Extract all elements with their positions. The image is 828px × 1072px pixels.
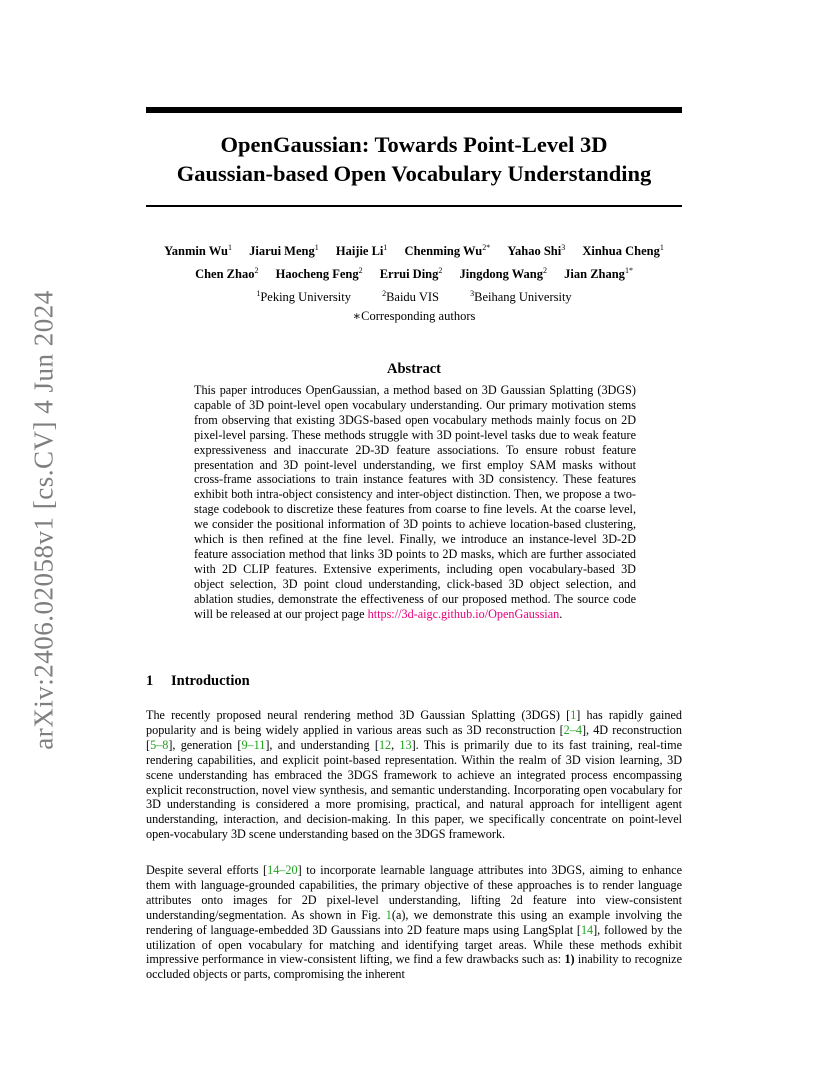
project-page-link[interactable]: https://3d-aigc.github.io/OpenGaussian bbox=[367, 606, 560, 621]
section-heading-introduction bbox=[146, 673, 250, 690]
paragraph-text: inability to recognize occluded objects or parts, compromising the inherent bbox=[146, 952, 682, 982]
title-top-rule bbox=[146, 107, 682, 113]
paragraph-text: (a), we demonstrate this using an example involving the rendering of language-embedded 3D Gaussians into 2D feature maps using LangSplat [ bbox=[146, 907, 682, 937]
figure-reference-link[interactable]: 1 bbox=[385, 907, 392, 922]
paragraph-text: ] has rapidly gained popularity and is being widely applied in various areas such as 3D reconstruction [ bbox=[146, 708, 683, 737]
citation-link[interactable]: 2–4 bbox=[563, 722, 582, 737]
paragraph-text: Despite several efforts [ bbox=[146, 863, 268, 877]
author: Jiarui Meng$^1$ bbox=[249, 243, 319, 258]
title-line-2: Gaussian-based Open Vocabulary Understanding bbox=[176, 161, 652, 186]
affiliation: $^3$Beihang University bbox=[470, 289, 572, 304]
author: Errui Ding$^2$ bbox=[379, 266, 443, 281]
author-line-1 bbox=[146, 243, 682, 259]
paper-title bbox=[146, 130, 682, 188]
arxiv-identifier-stamp: arXiv:2406.02058v1 [cs.CV] 4 Jun 2024 bbox=[28, 290, 59, 750]
affiliations bbox=[146, 289, 682, 305]
corresponding-authors-note: ∗Corresponding authors bbox=[352, 309, 476, 323]
citation-link[interactable]: 12 bbox=[378, 737, 392, 752]
intro-paragraph-1 bbox=[146, 708, 682, 842]
paragraph-text: ], 4D reconstruction [ bbox=[146, 722, 682, 752]
list-marker: 1) bbox=[564, 952, 575, 967]
author: Jian Zhang$^{1*}$ bbox=[564, 266, 633, 281]
abstract-text: This paper introduces OpenGaussian, a method based on 3D Gaussian Splatting (3DGS) capable of 3D point-level open vocabulary understanding. Our primary motivation stems from observing that existing 3DGS-based open vocabulary methods mainly focus on 2D pixel-level parsing. These methods struggle with 3D point-level tasks due to weak feature expressiveness and inaccurate 2D-3D feature associations. To ensure robust feature presentation and 3D point-level understanding, we first employ SAM masks without cross-frame associations to train instance features with 3D consistency. These features exhibit both intra-object consistency and inter-object distinction. Then, we propose a two-stage codebook to discretize these features from coarse to fine levels. At the coarse level, we consider the positional information of 3D points to achieve location-based clustering, which is then refined at the fine level. Finally, we introduce an instance-level 3D-2D feature association method that links 3D points to 2D masks, which are further associated with 2D CLIP features. Extensive experiments, including open vocabulary-based 3D object selection, 3D point cloud understanding, click-based 3D object selection, and ablation studies, demonstrate the effectiveness of our proposed method. The source code will be released at our project page bbox=[194, 383, 636, 621]
citation-link[interactable]: 9–11 bbox=[241, 737, 266, 752]
author-line-2 bbox=[146, 266, 682, 282]
section-title: Introduction bbox=[171, 673, 250, 689]
paragraph-text: ], generation [ bbox=[168, 737, 242, 752]
citation-link[interactable]: 5–8 bbox=[150, 737, 169, 752]
abstract-body bbox=[194, 383, 636, 622]
section-number: 1 bbox=[146, 673, 154, 689]
author: Xinhua Cheng$^1$ bbox=[582, 243, 664, 258]
title-line-1: OpenGaussian: Towards Point-Level 3D bbox=[220, 132, 608, 157]
paragraph-text: ] to incorporate learnable language attributes into 3DGS, aiming to enhance them with language-grounded capabilities, the primary objective of these approaches is to render language attributes onto images for 2D pixel-level understanding, lifting 2d feature into view-consistent understanding/segmentation. As shown in Fig. bbox=[146, 863, 682, 922]
author: Yanmin Wu$^1$ bbox=[164, 243, 232, 258]
paragraph-text: ]. This is primarily due to its fast training, real-time rendering capabilities, and explicit point-based representation. Within the realm of 3D vision learning, 3D scene understanding has embraced the 3DGS framework to achieve an integrated process encompassing explicit reconstruction, novel view synthesis, and semantic understanding. Incorporating open vocabulary for 3D understanding is considered a more promising, practical, and natural approach for intelligent agent understanding, interaction, and decision-making. In this paper, we specifically concentrate on point-level open-vocabulary 3D scene understanding based on the 3DGS framework. bbox=[146, 737, 682, 842]
paragraph-text: The recently proposed neural rendering method 3D Gaussian Splatting (3DGS) [ bbox=[146, 708, 571, 722]
citation-link[interactable]: 14 bbox=[580, 922, 594, 937]
author: Yahao Shi$^3$ bbox=[507, 243, 566, 258]
title-bottom-rule bbox=[146, 205, 682, 207]
author: Haijie Li$^1$ bbox=[335, 243, 388, 258]
abstract-end: . bbox=[559, 606, 563, 621]
author: Haocheng Feng$^2$ bbox=[275, 266, 363, 281]
author: Jingdong Wang$^2$ bbox=[459, 266, 548, 281]
intro-paragraph-2 bbox=[146, 863, 682, 982]
paragraph-text: ], followed by the utilization of open vocabulary for matching and identifying target areas. While these methods exhibit impressive performance in view-consistent lifting, we find a few drawbacks such as: bbox=[146, 922, 682, 967]
citation-link[interactable]: 13 bbox=[399, 737, 412, 752]
citation-link[interactable]: 14–20 bbox=[267, 863, 298, 877]
affiliation: $^1$Peking University bbox=[256, 289, 351, 304]
paragraph-text: , bbox=[391, 737, 400, 752]
author: Chen Zhao$^2$ bbox=[195, 266, 259, 281]
abstract-heading: Abstract bbox=[387, 361, 441, 377]
author: Chenming $Wu^{2*}$ bbox=[404, 243, 491, 258]
affiliation: $^2$Baidu VIS bbox=[382, 289, 439, 304]
citation-link[interactable]: 1 bbox=[570, 708, 577, 722]
paragraph-text: ], and understanding [ bbox=[265, 737, 379, 752]
